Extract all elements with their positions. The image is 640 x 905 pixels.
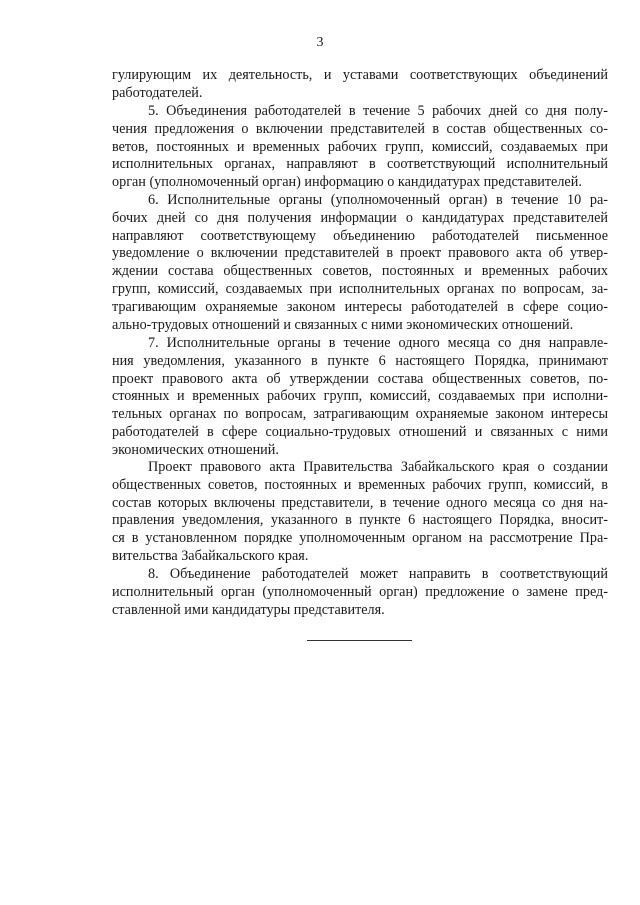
paragraph-continuation [112,67,608,103]
paragraph-item-6 [112,192,608,334]
text-line: стоянных и временных рабочих групп, комиссий, создаваемых при исполни- [112,388,608,405]
text-line: ся в установленном порядке уполномоченным органом на рассмотрение Пра- [112,530,608,547]
end-separator-line [307,640,412,641]
text-line: чения предложения о включении представителей в состав общественных со- [112,120,608,137]
text-line: гулирующим их деятельность, и уставами соответствующих объединений [112,67,608,83]
text-line: ставленной ими кандидатуры представителя. [112,601,385,618]
text-line: орган (уполномоченный орган) информацию о кандидатурах представителей. [112,174,582,191]
text-line: направляют соответствующему объединению работодателей письменное [112,227,608,244]
text-line: вительства Забайкальского края. [112,547,309,564]
paragraph-item-7 [112,335,608,460]
page-number: 3 [316,35,324,50]
text-line: проект правового акта об утверждении состава общественных советов, по- [112,370,608,387]
text-line: 8. Объединение работодателей может направить в соответствующий [148,566,608,582]
text-line: работодателей в сфере социально-трудовых отношений и связанных с ними [112,423,608,440]
text-line: 6. Исполнительные органы (уполномоченный орган) в течение 10 ра- [148,192,608,208]
paragraph-item-5 [112,103,608,192]
text-line: уведомление о включении представителей в проект правового акта об утвер- [112,245,608,262]
text-line: бочих дней со дня получения информации о кандидатурах представителей [112,209,608,226]
text-line: исполнительный орган (уполномоченный орган) предложение о замене пред- [112,583,608,600]
paragraph-draft-act [112,459,608,566]
text-line: состав которых включены представители, в течение одного месяца со дня на- [112,494,608,511]
text-line: ния уведомления, указанного в пункте 6 настоящего Порядка, принимают [112,352,608,369]
text-line: ветов, постоянных и временных рабочих групп, комиссий, создаваемых при [112,138,608,155]
text-line: ально-трудовых отношений и связанных с ними экономических отношений. [112,316,574,333]
text-line: работодателей. [112,84,203,101]
text-line: трагивающим охраняемые законом интересы работодателей в сфере социо- [112,298,608,315]
text-line: исполнительных органах, направляют в соответствующий исполнительный [112,156,608,173]
text-line: 7. Исполнительные органы в течение одного месяца со дня направле- [148,335,608,351]
text-line: экономических отношений. [112,441,279,458]
text-line: общественных советов, постоянных и временных рабочих групп, комиссий, в [112,476,608,493]
text-line: групп, комиссий, создаваемых при исполнительных органах по вопросам, за- [112,280,608,297]
text-line: ждении состава общественных советов, постоянных и временных рабочих [112,263,608,280]
text-line: 5. Объединения работодателей в течение 5 рабочих дней со дня полу- [148,103,608,119]
paragraph-item-8 [112,566,608,619]
text-line: Проект правового акта Правительства Забайкальского края о создании [148,459,608,475]
text-line: тельных органах по вопросам, затрагивающим охраняемые законом интересы [112,406,608,423]
text-line: правления уведомления, указанного в пункте 6 настоящего Порядка, вносит- [112,512,608,529]
